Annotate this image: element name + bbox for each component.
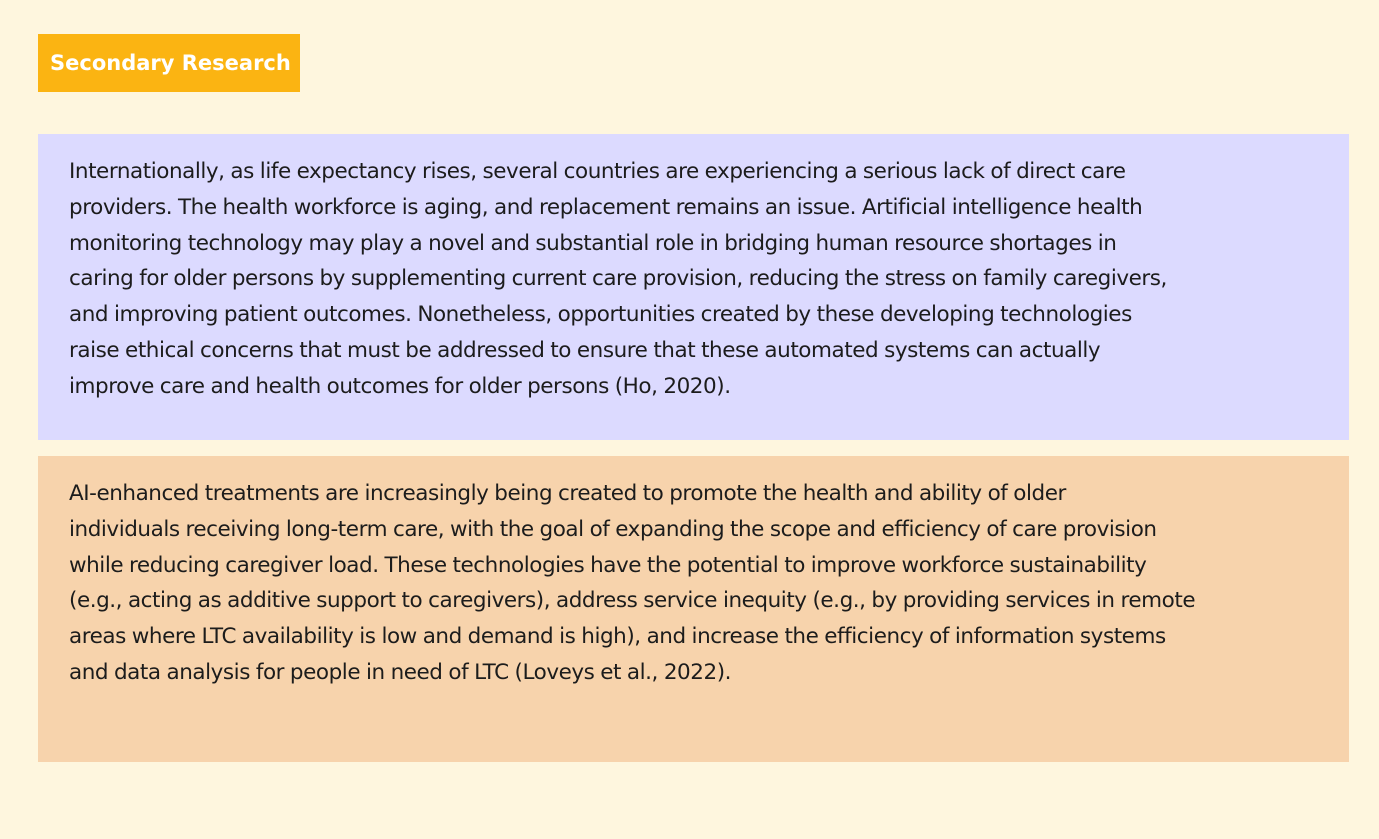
paragraph-line: providers. The health workforce is aging, and replacement remains an issue. Artificial intelligence health xyxy=(69,194,1143,220)
paragraph-line: raise ethical concerns that must be addressed to ensure that these automated systems can actually xyxy=(69,337,1101,363)
card-paragraph xyxy=(69,154,1319,405)
paragraph-line: and data analysis for people in need of LTC (Loveys et al., 2022). xyxy=(69,659,732,685)
card-paragraph xyxy=(69,476,1319,691)
paragraph-line: while reducing caregiver load. These technologies have the potential to improve workforce sustainability xyxy=(69,552,1147,578)
paragraph-line: caring for older persons by supplementing current care provision, reducing the stress on family caregivers, xyxy=(69,266,1167,292)
paragraph-line: AI-enhanced treatments are increasingly being created to promote the health and ability of older xyxy=(69,481,1066,506)
paragraph-line: and improving patient outcomes. Nonetheless, opportunities created by these developing technologies xyxy=(69,302,1132,328)
research-card-ai-monitoring xyxy=(38,134,1349,440)
section-title-tag: Secondary Research xyxy=(38,34,300,92)
paragraph-line: individuals receiving long-term care, with the goal of expanding the scope and efficiency of care provision xyxy=(69,516,1157,542)
paragraph-line: improve care and health outcomes for older persons (Ho, 2020). xyxy=(69,373,731,399)
paragraph-line: areas where LTC availability is low and demand is high), and increase the efficiency of information systems xyxy=(69,624,1166,650)
research-card-ai-treatments xyxy=(38,456,1349,762)
paragraph-line: (e.g., acting as additive support to caregivers), address service inequity (e.g., by providing services in remote xyxy=(69,588,1196,614)
paragraph-line: Internationally, as life expectancy rises, several countries are experiencing a serious lack of direct care xyxy=(69,159,1126,184)
paragraph-line: monitoring technology may play a novel and substantial role in bridging human resource shortages in xyxy=(69,230,1117,256)
